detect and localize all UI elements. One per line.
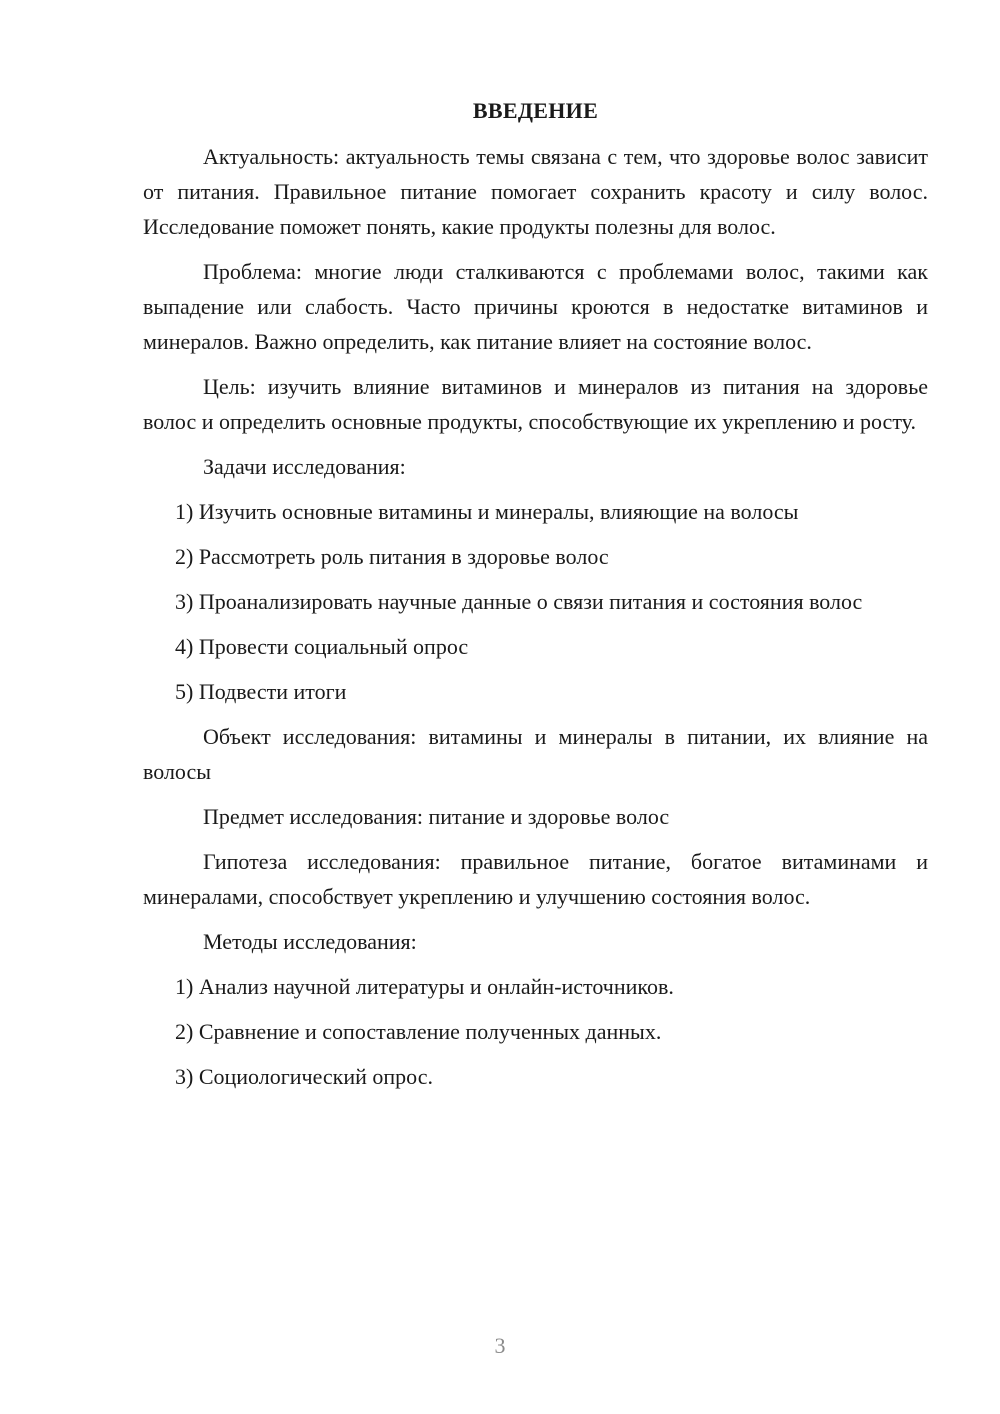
object-paragraph: Объект исследования: витамины и минералы в питании, их влияние на волосы (143, 724, 928, 784)
goal-paragraph: Цель: изучить влияние витаминов и минералов из питания на здоровье волос и определить основные продукты, способствующие их укреплению и росту. (143, 374, 928, 434)
task-item: 4) Провести социальный опрос (175, 634, 469, 659)
document-page (143, 96, 928, 1104)
relevance-paragraph: Актуальность: актуальность темы связана с тем, что здоровье волос зависит от питания. Правильное питание помогает сохранить красоту и силу волос. Исследование поможет понять, какие продукты полезны для волос. (143, 144, 928, 239)
task-item: 2) Рассмотреть роль питания в здоровье волос (175, 544, 609, 569)
task-item: 3) Проанализировать научные данные о связи питания и состояния волос (175, 589, 863, 614)
method-item: 2) Сравнение и сопоставление полученных данных. (175, 1019, 662, 1044)
method-item: 1) Анализ научной литературы и онлайн-источников. (175, 974, 674, 999)
methods-heading: Методы исследования: (203, 929, 417, 954)
subject-paragraph: Предмет исследования: питание и здоровье волос (203, 804, 670, 829)
hypothesis-paragraph: Гипотеза исследования: правильное питание, богатое витаминами и минералами, способствует укреплению и улучшению состояния волос. (143, 849, 928, 909)
page-title: ВВЕДЕНИЕ (472, 98, 599, 123)
problem-paragraph: Проблема: многие люди сталкиваются с проблемами волос, такими как выпадение или слабость. Часто причины кроются в недостатке витаминов и минералов. Важно определить, как питание влияет на состояние волос. (143, 259, 928, 354)
method-item: 3) Социологический опрос. (175, 1064, 433, 1089)
tasks-heading: Задачи исследования: (203, 454, 406, 479)
task-item: 1) Изучить основные витамины и минералы, влияющие на волосы (175, 499, 799, 524)
task-item: 5) Подвести итоги (175, 679, 347, 704)
page-number: 3 (494, 1333, 506, 1358)
